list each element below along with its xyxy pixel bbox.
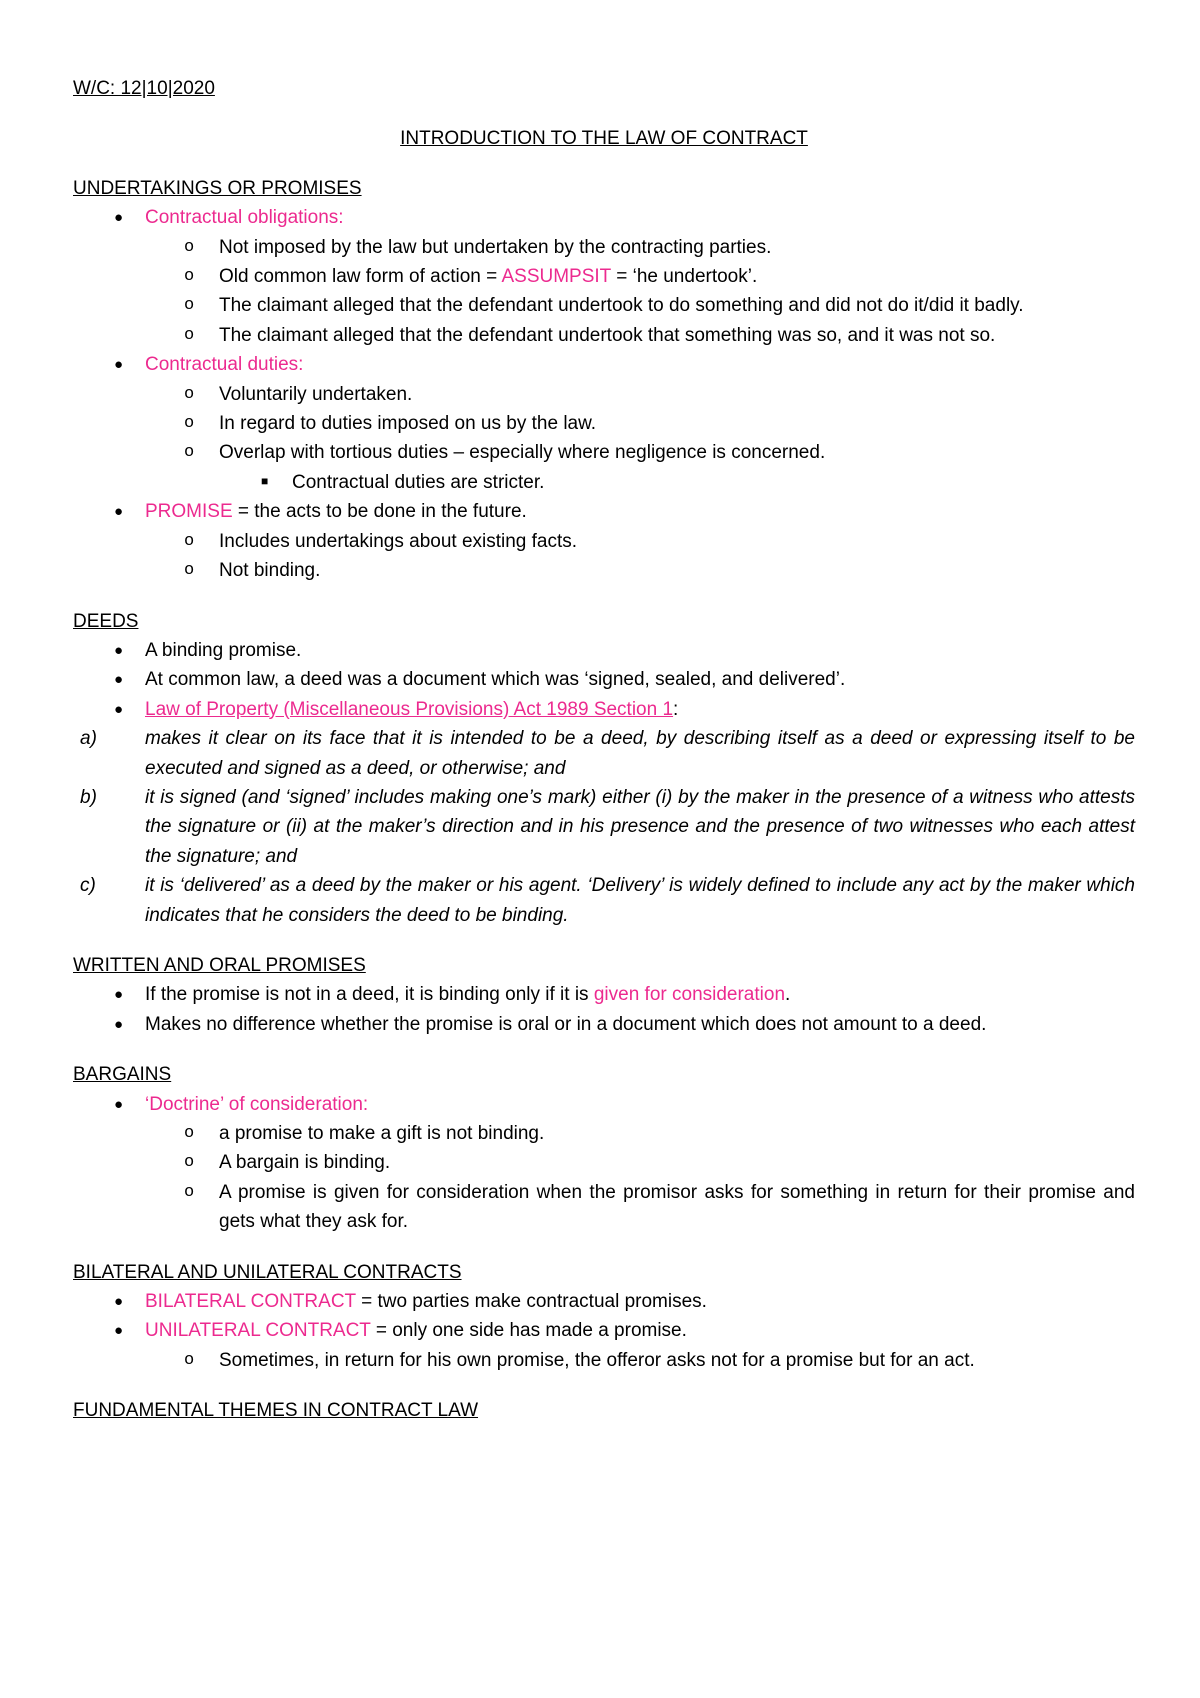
list-item: [73, 1090, 1135, 1119]
list-item: [73, 1178, 1135, 1237]
list-item: [73, 665, 1135, 694]
circle-bullet-icon: o: [184, 296, 195, 316]
bullet-icon: ●: [114, 1322, 124, 1340]
list-item-text: = only one side has made a promise.: [370, 1320, 687, 1342]
obligations-label: Contractual obligations:: [145, 207, 344, 229]
list-item: [73, 438, 1135, 467]
circle-bullet-icon: o: [184, 325, 195, 345]
list-item-text: Not imposed by the law but undertaken by the contracting parties.: [219, 236, 772, 258]
circle-bullet-icon: o: [184, 1182, 195, 1202]
list-item: [73, 1346, 1135, 1375]
list-item-text: makes it clear on its face that it is intended to be a deed, by describing itself as a deed or expressing itself to be executed and signed as a deed, or otherwise; and: [145, 728, 1135, 779]
circle-bullet-icon: o: [184, 561, 195, 581]
list-item-text: A promise is given for consideration when the promisor asks for something in return for their promise and gets what they ask for.: [219, 1181, 1135, 1233]
section-heading-deeds: DEEDS: [73, 610, 139, 632]
doctrine-label: ‘Doctrine’ of consideration:: [145, 1093, 369, 1115]
list-item-text: A bargain is binding.: [219, 1152, 391, 1174]
list-item: [73, 203, 1135, 232]
circle-bullet-icon: o: [184, 267, 195, 287]
list-item-text: it is ‘delivered’ as a deed by the maker or his agent. ‘Delivery’ is widely defined to include any act by the maker which indicates that he considers the deed to be binding.: [145, 875, 1135, 926]
list-item: [73, 1119, 1135, 1148]
bullet-icon: ●: [114, 209, 124, 227]
list-item: [73, 1148, 1135, 1177]
bullet-icon: ●: [114, 1293, 124, 1311]
list-item: [73, 262, 1135, 291]
list-item-text: = the acts to be done in the future.: [232, 501, 527, 523]
list-item: [73, 724, 1135, 783]
section-heading-written-oral: WRITTEN AND ORAL PROMISES: [73, 954, 366, 976]
list-item-text: = two parties make contractual promises.: [355, 1291, 707, 1313]
bullet-icon: ●: [114, 356, 124, 374]
list-marker: a): [80, 728, 97, 750]
bullet-icon: ●: [114, 503, 124, 521]
circle-bullet-icon: o: [184, 237, 195, 257]
list-item-text: The claimant alleged that the defendant undertook that something was so, and it was not so.: [219, 324, 996, 346]
act-reference-link[interactable]: Law of Property (Miscellaneous Provisions) Act 1989 Section 1: [145, 698, 674, 720]
list-item-text: If the promise is not in a deed, it is binding only if it is: [145, 984, 594, 1006]
circle-bullet-icon: o: [184, 1124, 195, 1143]
list-item-text: At common law, a deed was a document which was ‘signed, sealed, and delivered’.: [145, 669, 846, 691]
section-heading-bargains: BARGAINS: [73, 1064, 172, 1086]
unilateral-label: UNILATERAL CONTRACT: [145, 1320, 371, 1342]
list-item: [73, 527, 1135, 556]
week-commencing-date: W/C: 12|10|2020: [73, 78, 215, 99]
section-heading-themes: FUNDAMENTAL THEMES IN CONTRACT LAW: [73, 1400, 479, 1422]
list-item-text: .: [785, 984, 791, 1006]
list-item: [73, 350, 1135, 379]
circle-bullet-icon: o: [184, 531, 195, 551]
bullet-icon: ●: [114, 671, 124, 689]
list-item: [73, 468, 1135, 497]
circle-bullet-icon: o: [184, 443, 195, 463]
square-bullet-icon: ■: [261, 473, 269, 488]
list-item: [73, 783, 1135, 871]
circle-bullet-icon: o: [184, 1153, 195, 1173]
list-item: [73, 291, 1135, 320]
list-item: [73, 233, 1135, 262]
bullet-icon: ●: [114, 700, 124, 718]
list-item-text: Old common law form of action =: [219, 266, 502, 288]
list-marker: c): [80, 875, 96, 897]
list-item: [73, 1316, 1135, 1345]
list-item: [73, 636, 1135, 665]
list-item-text: a promise to make a gift is not binding.: [219, 1123, 545, 1144]
bullet-icon: ●: [114, 1095, 124, 1113]
list-item-text: :: [673, 698, 679, 720]
circle-bullet-icon: o: [184, 384, 195, 404]
list-marker: b): [80, 786, 97, 808]
list-item-text: Overlap with tortious duties – especially where negligence is concerned.: [219, 442, 826, 464]
list-item-text: Makes no difference whether the promise is oral or in a document which does not amount to a deed.: [145, 1013, 987, 1035]
list-item-text: Not binding.: [219, 560, 321, 582]
duties-label: Contractual duties:: [145, 354, 304, 376]
list-item: [73, 321, 1135, 350]
list-item-text: In regard to duties imposed on us by the law.: [219, 413, 597, 435]
promise-label: PROMISE: [145, 501, 233, 523]
list-item: [73, 497, 1135, 526]
list-item: [73, 871, 1135, 930]
bullet-icon: ●: [114, 641, 124, 659]
bullet-icon: ●: [114, 1015, 124, 1033]
section-heading-bilateral: BILATERAL AND UNILATERAL CONTRACTS: [73, 1261, 462, 1283]
list-item: [73, 1010, 1135, 1039]
list-item-text: it is signed (and ‘signed’ includes making one’s mark) either (i) by the maker in the presence of a witness who attests the signature or (ii) at the maker’s direction and in his presence and the presence of two witnesses who each attest the signature; and: [145, 786, 1135, 867]
list-item-text: Sometimes, in return for his own promise, the offeror asks not for a promise but for an act.: [219, 1349, 975, 1371]
bullet-icon: ●: [114, 986, 124, 1004]
section-heading-undertakings: UNDERTAKINGS OR PROMISES: [73, 177, 362, 199]
list-item: [73, 380, 1135, 409]
list-item: [73, 556, 1135, 585]
list-item: [73, 409, 1135, 438]
list-item: [73, 1287, 1135, 1316]
circle-bullet-icon: o: [184, 1350, 195, 1370]
circle-bullet-icon: o: [184, 414, 195, 434]
list-item: [73, 980, 1135, 1009]
consideration-term: given for consideration: [593, 984, 786, 1006]
document-page: [73, 74, 1135, 1426]
bilateral-label: BILATERAL CONTRACT: [145, 1291, 356, 1313]
list-item-text: Voluntarily undertaken.: [219, 383, 413, 405]
list-item: [73, 695, 1135, 724]
list-item-text: A binding promise.: [145, 639, 302, 661]
list-item-text: Includes undertakings about existing facts.: [219, 530, 578, 552]
document-title: INTRODUCTION TO THE LAW OF CONTRACT: [400, 128, 808, 150]
list-item-text: = ‘he undertook’.: [610, 266, 758, 288]
assumpsit-term: ASSUMPSIT: [501, 266, 611, 288]
list-item-text: Contractual duties are stricter.: [292, 471, 545, 493]
list-item-text: The claimant alleged that the defendant undertook to do something and did not do it/did it badly.: [219, 295, 1024, 317]
